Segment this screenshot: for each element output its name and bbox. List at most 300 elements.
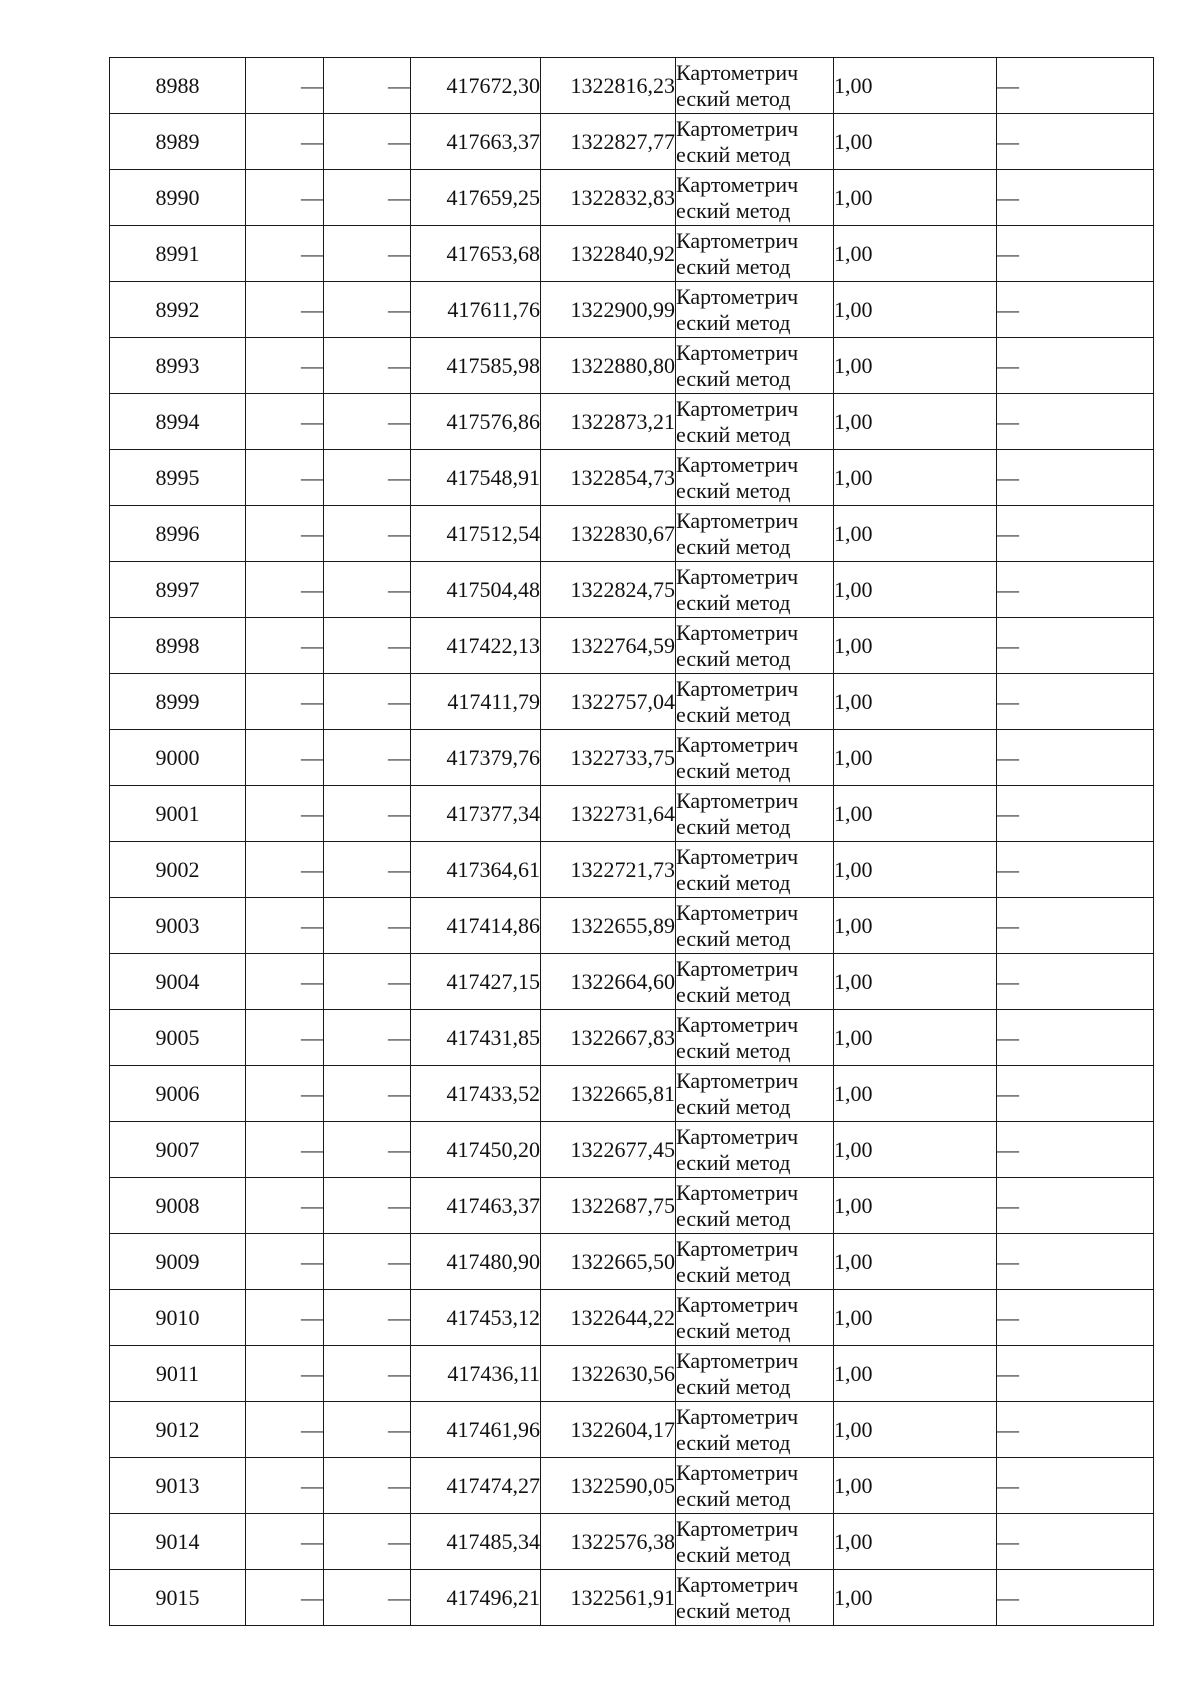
method-cell [676, 674, 834, 730]
empty-col-2-cell-text: — [388, 1248, 410, 1274]
method-line-1: Картометрич [676, 1459, 799, 1485]
empty-col-2-cell-text: — [388, 800, 410, 826]
empty-col-1-cell [246, 282, 324, 338]
empty-col-last-cell-text: — [997, 72, 1019, 98]
point-number-cell: 8995 [110, 450, 246, 506]
table-row [110, 1458, 1154, 1514]
empty-col-1-cell [246, 506, 324, 562]
table-row [110, 1514, 1154, 1570]
empty-col-last-cell-text: — [997, 856, 1019, 882]
point-number-cell: 9011 [110, 1346, 246, 1402]
empty-col-1-cell-text: — [301, 1416, 323, 1442]
empty-col-1-cell-text: — [301, 688, 323, 714]
table-row [110, 506, 1154, 562]
empty-col-2-cell [324, 1122, 411, 1178]
empty-col-1-cell [246, 1402, 324, 1458]
accuracy-cell: 1,00 [834, 674, 997, 730]
empty-col-2-cell-text: — [388, 184, 410, 210]
empty-col-2-cell [324, 1570, 411, 1626]
empty-col-last-cell-text: — [997, 912, 1019, 938]
empty-col-last-cell-text: — [997, 184, 1019, 210]
method-cell [676, 394, 834, 450]
empty-col-1-cell [246, 170, 324, 226]
method-line-2: еский метод [676, 197, 791, 223]
x-coordinate-cell: 417377,34 [411, 786, 541, 842]
y-coordinate-cell: 1322604,17 [541, 1402, 676, 1458]
empty-col-last-cell [997, 1514, 1154, 1570]
point-number-cell: 9005 [110, 1010, 246, 1066]
method-line-2: еский метод [676, 253, 791, 279]
method-line-2: еский метод [676, 1373, 791, 1399]
table-row [110, 338, 1154, 394]
empty-col-last-cell-text: — [997, 520, 1019, 546]
accuracy-cell: 1,00 [834, 1514, 997, 1570]
empty-col-2-cell-text: — [388, 744, 410, 770]
empty-col-1-cell-text: — [301, 352, 323, 378]
empty-col-1-cell [246, 1514, 324, 1570]
empty-col-2-cell [324, 562, 411, 618]
y-coordinate-cell: 1322721,73 [541, 842, 676, 898]
empty-col-2-cell-text: — [388, 856, 410, 882]
empty-col-last-cell [997, 1570, 1154, 1626]
empty-col-last-cell-text: — [997, 1248, 1019, 1274]
method-line-1: Картометрич [676, 115, 799, 141]
empty-col-1-cell-text: — [301, 464, 323, 490]
table-row [110, 450, 1154, 506]
empty-col-last-cell-text: — [997, 688, 1019, 714]
method-line-2: еский метод [676, 533, 791, 559]
method-line-2: еский метод [676, 365, 791, 391]
method-line-1: Картометрич [676, 563, 799, 589]
empty-col-2-cell-text: — [388, 1192, 410, 1218]
method-cell [676, 1234, 834, 1290]
empty-col-1-cell-text: — [301, 1304, 323, 1330]
method-cell [676, 1122, 834, 1178]
empty-col-2-cell-text: — [388, 1136, 410, 1162]
accuracy-cell: 1,00 [834, 1570, 997, 1626]
x-coordinate-cell: 417450,20 [411, 1122, 541, 1178]
x-coordinate-cell: 417496,21 [411, 1570, 541, 1626]
empty-col-2-cell-text: — [388, 912, 410, 938]
y-coordinate-cell: 1322757,04 [541, 674, 676, 730]
accuracy-cell: 1,00 [834, 114, 997, 170]
x-coordinate-cell: 417659,25 [411, 170, 541, 226]
accuracy-cell: 1,00 [834, 1234, 997, 1290]
method-line-2: еский метод [676, 1205, 791, 1231]
empty-col-last-cell [997, 338, 1154, 394]
method-line-1: Картометрич [676, 1067, 799, 1093]
x-coordinate-cell: 417474,27 [411, 1458, 541, 1514]
point-number-cell: 8989 [110, 114, 246, 170]
point-number-cell: 8990 [110, 170, 246, 226]
table-row [110, 898, 1154, 954]
empty-col-1-cell-text: — [301, 296, 323, 322]
point-number-cell: 8993 [110, 338, 246, 394]
empty-col-2-cell-text: — [388, 296, 410, 322]
y-coordinate-cell: 1322561,91 [541, 1570, 676, 1626]
method-line-2: еский метод [676, 981, 791, 1007]
point-number-cell: 8997 [110, 562, 246, 618]
method-cell [676, 450, 834, 506]
y-coordinate-cell: 1322590,05 [541, 1458, 676, 1514]
method-line-2: еский метод [676, 309, 791, 335]
point-number-cell: 9013 [110, 1458, 246, 1514]
empty-col-1-cell-text: — [301, 632, 323, 658]
table-body [110, 58, 1154, 1626]
method-line-2: еский метод [676, 1541, 791, 1567]
x-coordinate-cell: 417436,11 [411, 1346, 541, 1402]
y-coordinate-cell: 1322576,38 [541, 1514, 676, 1570]
empty-col-2-cell [324, 1010, 411, 1066]
point-number-cell: 9015 [110, 1570, 246, 1626]
table-row [110, 1570, 1154, 1626]
empty-col-last-cell-text: — [997, 800, 1019, 826]
empty-col-1-cell [246, 1234, 324, 1290]
method-cell [676, 1570, 834, 1626]
method-cell [676, 842, 834, 898]
empty-col-1-cell-text: — [301, 800, 323, 826]
empty-col-last-cell [997, 1178, 1154, 1234]
y-coordinate-cell: 1322733,75 [541, 730, 676, 786]
empty-col-1-cell [246, 618, 324, 674]
empty-col-1-cell-text: — [301, 968, 323, 994]
x-coordinate-cell: 417414,86 [411, 898, 541, 954]
empty-col-last-cell [997, 506, 1154, 562]
empty-col-2-cell [324, 842, 411, 898]
x-coordinate-cell: 417653,68 [411, 226, 541, 282]
accuracy-cell: 1,00 [834, 394, 997, 450]
method-line-2: еский метод [676, 1317, 791, 1343]
method-cell [676, 954, 834, 1010]
method-cell [676, 730, 834, 786]
method-line-2: еский метод [676, 1093, 791, 1119]
accuracy-cell: 1,00 [834, 1458, 997, 1514]
method-line-1: Картометрич [676, 619, 799, 645]
empty-col-1-cell [246, 786, 324, 842]
method-line-1: Картометрич [676, 59, 799, 85]
empty-col-last-cell [997, 1234, 1154, 1290]
x-coordinate-cell: 417431,85 [411, 1010, 541, 1066]
table-row [110, 58, 1154, 114]
empty-col-last-cell [997, 282, 1154, 338]
empty-col-2-cell [324, 114, 411, 170]
empty-col-2-cell-text: — [388, 632, 410, 658]
empty-col-1-cell-text: — [301, 1528, 323, 1554]
method-line-2: еский метод [676, 1429, 791, 1455]
method-line-2: еский метод [676, 477, 791, 503]
empty-col-2-cell-text: — [388, 1080, 410, 1106]
empty-col-last-cell-text: — [997, 128, 1019, 154]
empty-col-1-cell [246, 1290, 324, 1346]
y-coordinate-cell: 1322664,60 [541, 954, 676, 1010]
method-cell [676, 226, 834, 282]
empty-col-2-cell-text: — [388, 128, 410, 154]
empty-col-2-cell-text: — [388, 688, 410, 714]
x-coordinate-cell: 417463,37 [411, 1178, 541, 1234]
empty-col-2-cell-text: — [388, 240, 410, 266]
empty-col-last-cell-text: — [997, 1416, 1019, 1442]
empty-col-last-cell [997, 786, 1154, 842]
empty-col-1-cell [246, 114, 324, 170]
accuracy-cell: 1,00 [834, 282, 997, 338]
method-line-1: Картометрич [676, 1235, 799, 1261]
empty-col-1-cell [246, 450, 324, 506]
empty-col-1-cell [246, 1178, 324, 1234]
method-line-2: еский метод [676, 813, 791, 839]
x-coordinate-cell: 417672,30 [411, 58, 541, 114]
method-line-1: Картометрич [676, 955, 799, 981]
empty-col-2-cell [324, 674, 411, 730]
empty-col-2-cell [324, 954, 411, 1010]
empty-col-1-cell-text: — [301, 1080, 323, 1106]
x-coordinate-cell: 417663,37 [411, 114, 541, 170]
accuracy-cell: 1,00 [834, 1010, 997, 1066]
method-line-1: Картометрич [676, 1179, 799, 1205]
method-line-2: еский метод [676, 421, 791, 447]
empty-col-last-cell-text: — [997, 296, 1019, 322]
empty-col-1-cell [246, 1122, 324, 1178]
empty-col-1-cell-text: — [301, 744, 323, 770]
x-coordinate-cell: 417576,86 [411, 394, 541, 450]
method-line-2: еский метод [676, 645, 791, 671]
x-coordinate-cell: 417364,61 [411, 842, 541, 898]
method-cell [676, 506, 834, 562]
empty-col-2-cell [324, 618, 411, 674]
empty-col-1-cell [246, 954, 324, 1010]
empty-col-last-cell [997, 226, 1154, 282]
point-number-cell: 9006 [110, 1066, 246, 1122]
y-coordinate-cell: 1322665,50 [541, 1234, 676, 1290]
coordinates-table [109, 57, 1154, 1626]
empty-col-last-cell-text: — [997, 1360, 1019, 1386]
empty-col-last-cell-text: — [997, 1080, 1019, 1106]
empty-col-2-cell [324, 58, 411, 114]
method-line-2: еский метод [676, 1485, 791, 1511]
method-line-2: еский метод [676, 925, 791, 951]
method-line-2: еский метод [676, 1597, 791, 1623]
empty-col-1-cell-text: — [301, 1024, 323, 1050]
point-number-cell: 8994 [110, 394, 246, 450]
method-cell [676, 1402, 834, 1458]
method-line-1: Картометрич [676, 451, 799, 477]
point-number-cell: 8992 [110, 282, 246, 338]
empty-col-2-cell [324, 338, 411, 394]
point-number-cell: 9003 [110, 898, 246, 954]
empty-col-last-cell [997, 1458, 1154, 1514]
empty-col-2-cell-text: — [388, 968, 410, 994]
empty-col-2-cell-text: — [388, 352, 410, 378]
empty-col-2-cell [324, 450, 411, 506]
x-coordinate-cell: 417379,76 [411, 730, 541, 786]
empty-col-last-cell [997, 114, 1154, 170]
empty-col-1-cell [246, 674, 324, 730]
method-cell [676, 786, 834, 842]
table-row [110, 1290, 1154, 1346]
empty-col-last-cell-text: — [997, 1136, 1019, 1162]
empty-col-2-cell [324, 730, 411, 786]
empty-col-2-cell-text: — [388, 1472, 410, 1498]
x-coordinate-cell: 417485,34 [411, 1514, 541, 1570]
method-cell [676, 1458, 834, 1514]
y-coordinate-cell: 1322816,23 [541, 58, 676, 114]
method-cell [676, 1010, 834, 1066]
empty-col-2-cell-text: — [388, 72, 410, 98]
empty-col-last-cell-text: — [997, 1584, 1019, 1610]
x-coordinate-cell: 417433,52 [411, 1066, 541, 1122]
method-line-1: Картометрич [676, 1571, 799, 1597]
x-coordinate-cell: 417512,54 [411, 506, 541, 562]
accuracy-cell: 1,00 [834, 1290, 997, 1346]
empty-col-last-cell-text: — [997, 744, 1019, 770]
empty-col-last-cell [997, 954, 1154, 1010]
point-number-cell: 8998 [110, 618, 246, 674]
method-line-1: Картометрич [676, 843, 799, 869]
y-coordinate-cell: 1322840,92 [541, 226, 676, 282]
point-number-cell: 9002 [110, 842, 246, 898]
method-cell [676, 1178, 834, 1234]
method-cell [676, 562, 834, 618]
accuracy-cell: 1,00 [834, 1066, 997, 1122]
empty-col-1-cell-text: — [301, 912, 323, 938]
y-coordinate-cell: 1322644,22 [541, 1290, 676, 1346]
accuracy-cell: 1,00 [834, 1122, 997, 1178]
empty-col-last-cell-text: — [997, 1528, 1019, 1554]
method-line-1: Картометрич [676, 1123, 799, 1149]
table-row [110, 1010, 1154, 1066]
table-row [110, 618, 1154, 674]
empty-col-last-cell [997, 842, 1154, 898]
method-line-1: Картометрич [676, 787, 799, 813]
method-cell [676, 338, 834, 394]
empty-col-2-cell [324, 1290, 411, 1346]
y-coordinate-cell: 1322827,77 [541, 114, 676, 170]
y-coordinate-cell: 1322900,99 [541, 282, 676, 338]
empty-col-2-cell-text: — [388, 1360, 410, 1386]
table-row [110, 730, 1154, 786]
empty-col-1-cell-text: — [301, 72, 323, 98]
empty-col-2-cell [324, 170, 411, 226]
empty-col-2-cell [324, 1458, 411, 1514]
empty-col-1-cell [246, 1010, 324, 1066]
method-line-1: Картометрич [676, 1291, 799, 1317]
empty-col-1-cell [246, 338, 324, 394]
point-number-cell: 8999 [110, 674, 246, 730]
x-coordinate-cell: 417504,48 [411, 562, 541, 618]
empty-col-2-cell [324, 1402, 411, 1458]
accuracy-cell: 1,00 [834, 730, 997, 786]
point-number-cell: 8988 [110, 58, 246, 114]
empty-col-1-cell [246, 730, 324, 786]
y-coordinate-cell: 1322873,21 [541, 394, 676, 450]
empty-col-1-cell [246, 1458, 324, 1514]
empty-col-last-cell-text: — [997, 1304, 1019, 1330]
empty-col-1-cell-text: — [301, 1584, 323, 1610]
table-row [110, 786, 1154, 842]
empty-col-2-cell [324, 506, 411, 562]
empty-col-1-cell-text: — [301, 1248, 323, 1274]
y-coordinate-cell: 1322854,73 [541, 450, 676, 506]
empty-col-1-cell-text: — [301, 1360, 323, 1386]
empty-col-last-cell-text: — [997, 1472, 1019, 1498]
table-row [110, 1234, 1154, 1290]
empty-col-1-cell-text: — [301, 408, 323, 434]
accuracy-cell: 1,00 [834, 842, 997, 898]
accuracy-cell: 1,00 [834, 226, 997, 282]
method-line-2: еский метод [676, 141, 791, 167]
empty-col-2-cell [324, 786, 411, 842]
empty-col-2-cell [324, 1514, 411, 1570]
method-line-2: еский метод [676, 589, 791, 615]
method-cell [676, 58, 834, 114]
point-number-cell: 9012 [110, 1402, 246, 1458]
accuracy-cell: 1,00 [834, 786, 997, 842]
empty-col-1-cell [246, 394, 324, 450]
table-row [110, 1402, 1154, 1458]
empty-col-1-cell-text: — [301, 128, 323, 154]
method-line-1: Картометрич [676, 731, 799, 757]
accuracy-cell: 1,00 [834, 898, 997, 954]
empty-col-2-cell-text: — [388, 520, 410, 546]
table-row [110, 954, 1154, 1010]
empty-col-last-cell [997, 1122, 1154, 1178]
x-coordinate-cell: 417453,12 [411, 1290, 541, 1346]
empty-col-last-cell [997, 450, 1154, 506]
empty-col-last-cell [997, 58, 1154, 114]
empty-col-1-cell [246, 842, 324, 898]
point-number-cell: 9010 [110, 1290, 246, 1346]
table-row [110, 1066, 1154, 1122]
table-row [110, 674, 1154, 730]
accuracy-cell: 1,00 [834, 450, 997, 506]
empty-col-2-cell-text: — [388, 1584, 410, 1610]
x-coordinate-cell: 417422,13 [411, 618, 541, 674]
method-cell [676, 282, 834, 338]
method-line-1: Картометрич [676, 1011, 799, 1037]
y-coordinate-cell: 1322687,75 [541, 1178, 676, 1234]
table-row [110, 1346, 1154, 1402]
empty-col-1-cell-text: — [301, 240, 323, 266]
method-line-2: еский метод [676, 869, 791, 895]
x-coordinate-cell: 417548,91 [411, 450, 541, 506]
empty-col-1-cell-text: — [301, 1192, 323, 1218]
point-number-cell: 9007 [110, 1122, 246, 1178]
empty-col-2-cell-text: — [388, 576, 410, 602]
table-row [110, 170, 1154, 226]
empty-col-1-cell-text: — [301, 856, 323, 882]
method-cell [676, 898, 834, 954]
empty-col-1-cell [246, 1346, 324, 1402]
x-coordinate-cell: 417480,90 [411, 1234, 541, 1290]
point-number-cell: 9000 [110, 730, 246, 786]
empty-col-2-cell [324, 282, 411, 338]
y-coordinate-cell: 1322667,83 [541, 1010, 676, 1066]
point-number-cell: 9008 [110, 1178, 246, 1234]
point-number-cell: 8996 [110, 506, 246, 562]
empty-col-2-cell-text: — [388, 408, 410, 434]
empty-col-last-cell [997, 1066, 1154, 1122]
table-row [110, 842, 1154, 898]
method-line-2: еский метод [676, 701, 791, 727]
accuracy-cell: 1,00 [834, 1402, 997, 1458]
method-line-1: Картометрич [676, 899, 799, 925]
accuracy-cell: 1,00 [834, 170, 997, 226]
accuracy-cell: 1,00 [834, 562, 997, 618]
y-coordinate-cell: 1322677,45 [541, 1122, 676, 1178]
empty-col-2-cell [324, 226, 411, 282]
table-row [110, 562, 1154, 618]
accuracy-cell: 1,00 [834, 1346, 997, 1402]
y-coordinate-cell: 1322832,83 [541, 170, 676, 226]
